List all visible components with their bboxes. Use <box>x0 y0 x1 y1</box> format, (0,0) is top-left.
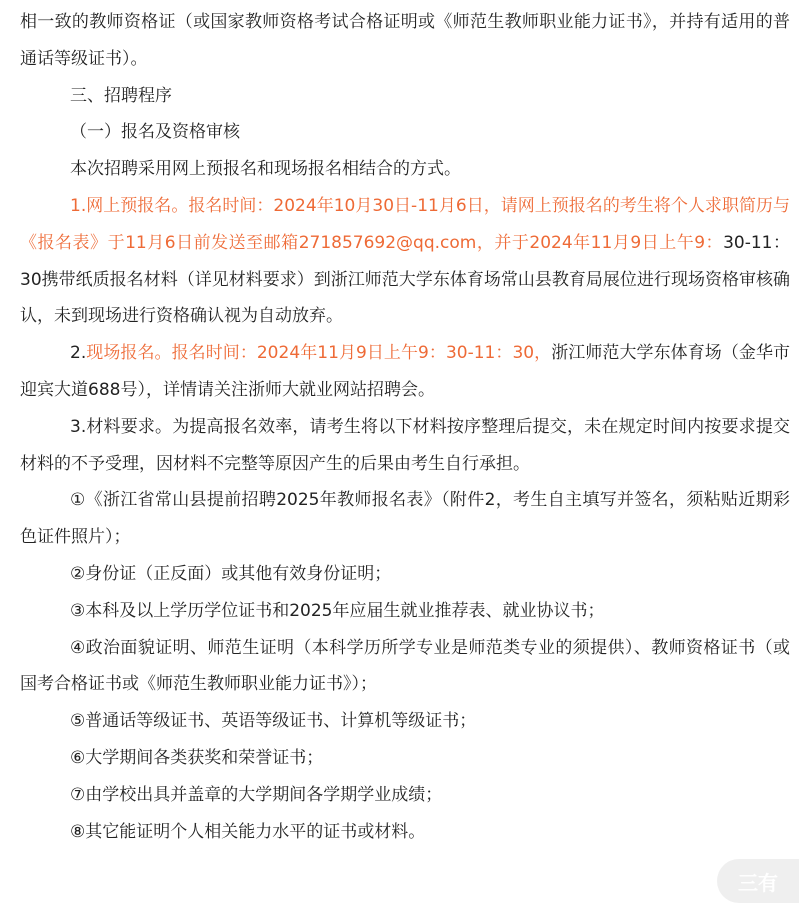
paragraph-registration-method: 本次招聘采用网上预报名和现场报名相结合的方式。 <box>70 159 461 180</box>
paragraph-onsite-registration <box>20 335 790 409</box>
onsite-registration-number: 2. <box>70 343 87 364</box>
floating-menu-button[interactable] <box>717 859 799 903</box>
onsite-registration-text: 浙江师范大学东体育场（金华市迎宾大道688号），详情请关注浙师大就业网站招聘会。 <box>20 343 791 400</box>
online-registration-text: 30-11：30携带纸质报名材料（详见材料要求）到浙江师范大学东体育场常山县教育局展位进行现场资格审核确认，未到现场进行资格确认视为自动放弃。 <box>20 232 790 327</box>
list-item-material-8: ⑧其它能证明个人相关能力水平的证书或材料。 <box>70 821 426 842</box>
section-heading-recruitment-procedure: 三、招聘程序 <box>70 85 172 106</box>
list-item-material-2: ②身份证（正反面）或其他有效身份证明； <box>70 563 392 584</box>
list-item-material-3: ③本科及以上学历学位证书和2025年应届生就业推荐表、就业协议书； <box>70 600 605 621</box>
subsection-heading-registration: （一）报名及资格审核 <box>70 122 240 143</box>
online-registration-highlight: 1.网上预报名。报名时间：2024年10月30日-11月6日，请网上预报名的考生将个人求职简历与《报名表》于11月6日前发送至邮箱271857692@qq.com，并于2024年11月9日上午9： <box>20 195 790 253</box>
list-item-material-6: ⑥大学期间各类获奖和荣誉证书； <box>70 747 324 768</box>
article-body <box>20 4 790 850</box>
paragraph-qualification-tail: 相一致的教师资格证（或国家教师资格考试合格证明或《师范生教师职业能力证书》，并持有适用的普通话等级证书）。 <box>20 12 790 69</box>
paragraph-online-registration <box>20 188 790 335</box>
list-item-material-4: ④政治面貌证明、师范生证明（本科学历所学专业是师范类专业的须提供）、教师资格证书（或国考合格证书或《师范生教师职业能力证书》）； <box>20 637 790 695</box>
list-item-material-7: ⑦由学校出具并盖章的大学期间各学期学业成绩； <box>70 784 443 805</box>
onsite-registration-highlight: 现场报名。报名时间：2024年11月9日上午9：30-11：30， <box>86 343 552 364</box>
list-item-material-1: ①《浙江省常山县提前招聘2025年教师报名表》（附件2，考生自主填写并签名，须粘贴近期彩色证件照片）； <box>20 490 790 548</box>
list-item-material-5: ⑤普通话等级证书、英语等级证书、计算机等级证书； <box>70 711 477 732</box>
paragraph-material-requirements: 3.材料要求。为提高报名效率，请考生将以下材料按序整理后提交，未在规定时间内按要求提交材料的不予受理，因材料不完整等原因产生的后果由考生自行承担。 <box>20 416 790 474</box>
floating-menu-label: 三有 <box>738 870 778 895</box>
